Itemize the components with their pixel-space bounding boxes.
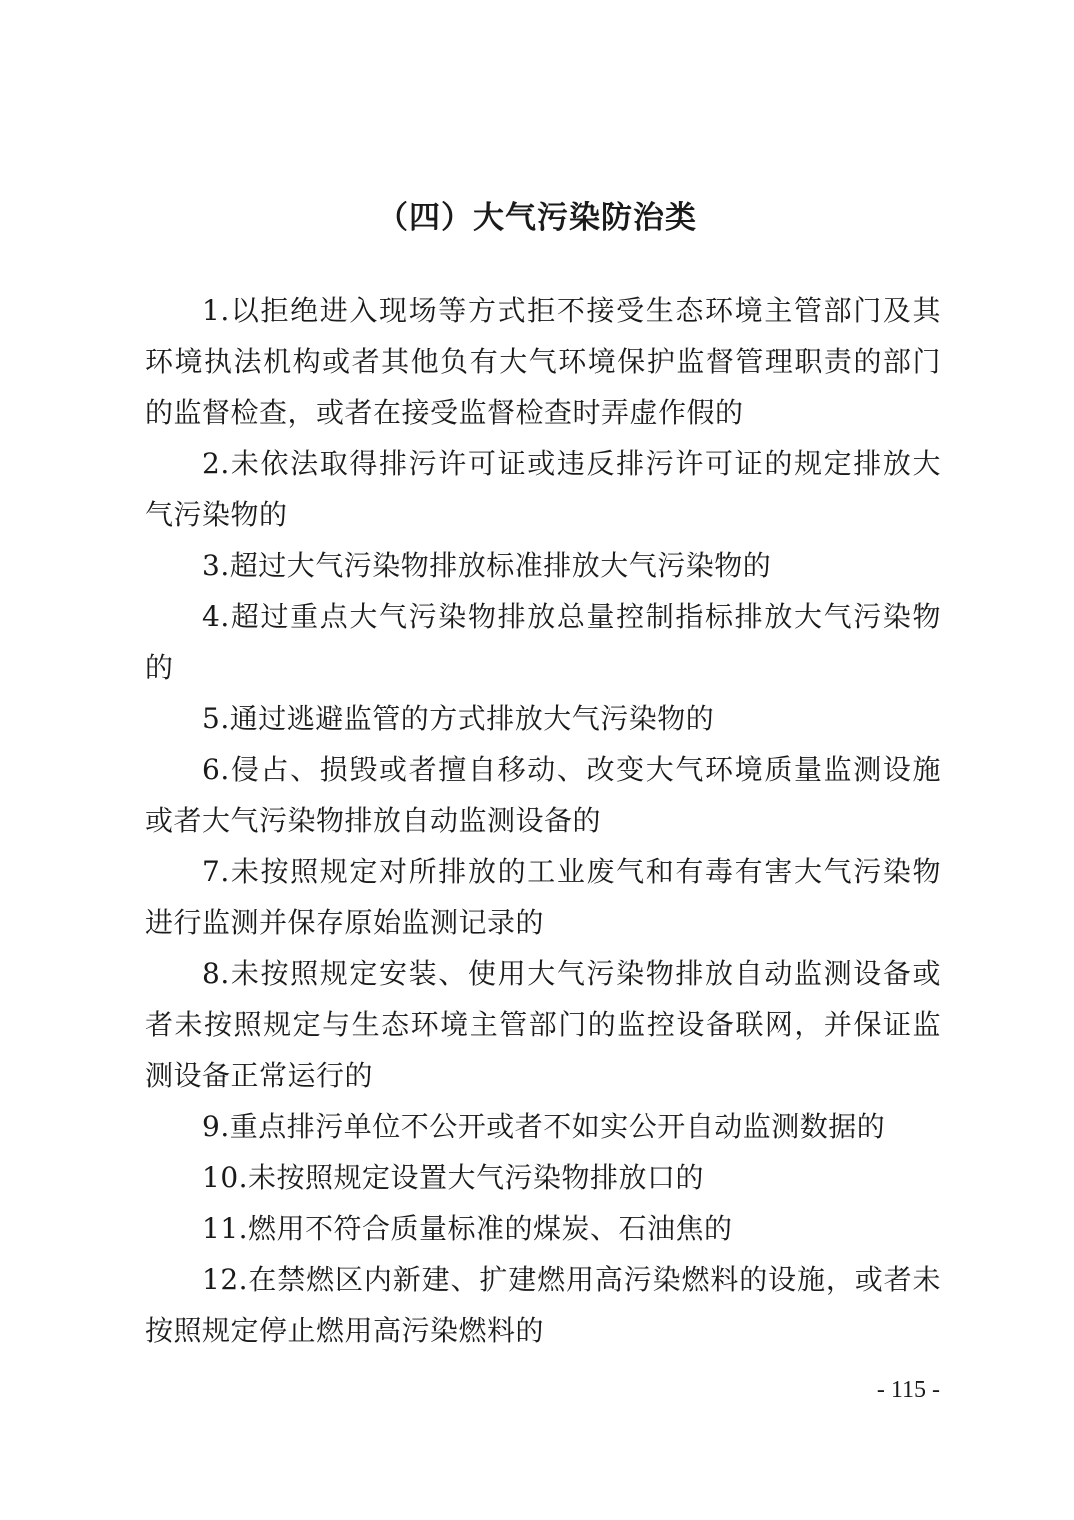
list-item: 9.重点排污单位不公开或者不如实公开自动监测数据的 — [202, 1110, 886, 1143]
section-title: （四）大气污染防治类 — [377, 200, 697, 236]
list-item: 1.以拒绝进入现场等方式拒不接受生态环境主管部门及其环境执法机构或者其他负有大气环境保护监督管理职责的部门的监督检查，或者在接受监督检查时弄虚作假的 — [145, 294, 941, 429]
list-item: 4.超过重点大气污染物排放总量控制指标排放大气污染物的 — [145, 600, 941, 684]
list-item: 11.燃用不符合质量标准的煤炭、石油焦的 — [202, 1212, 733, 1245]
page-number: - 115 - — [876, 1377, 940, 1403]
item-list — [145, 285, 941, 1356]
list-item: 5.通过逃避监管的方式排放大气污染物的 — [202, 702, 715, 735]
list-item: 6.侵占、损毁或者擅自移动、改变大气环境质量监测设施或者大气污染物排放自动监测设备的 — [145, 753, 941, 837]
list-item: 3.超过大气污染物排放标准排放大气污染物的 — [202, 549, 772, 582]
list-item: 12.在禁燃区内新建、扩建燃用高污染燃料的设施，或者未按照规定停止燃用高污染燃料的 — [145, 1263, 941, 1347]
list-item: 8.未按照规定安装、使用大气污染物排放自动监测设备或者未按照规定与生态环境主管部门的监控设备联网，并保证监测设备正常运行的 — [145, 957, 941, 1092]
list-item: 2.未依法取得排污许可证或违反排污许可证的规定排放大气污染物的 — [145, 447, 941, 531]
list-item: 10.未按照规定设置大气污染物排放口的 — [202, 1161, 705, 1194]
list-item: 7.未按照规定对所排放的工业废气和有毒有害大气污染物进行监测并保存原始监测记录的 — [145, 855, 941, 939]
